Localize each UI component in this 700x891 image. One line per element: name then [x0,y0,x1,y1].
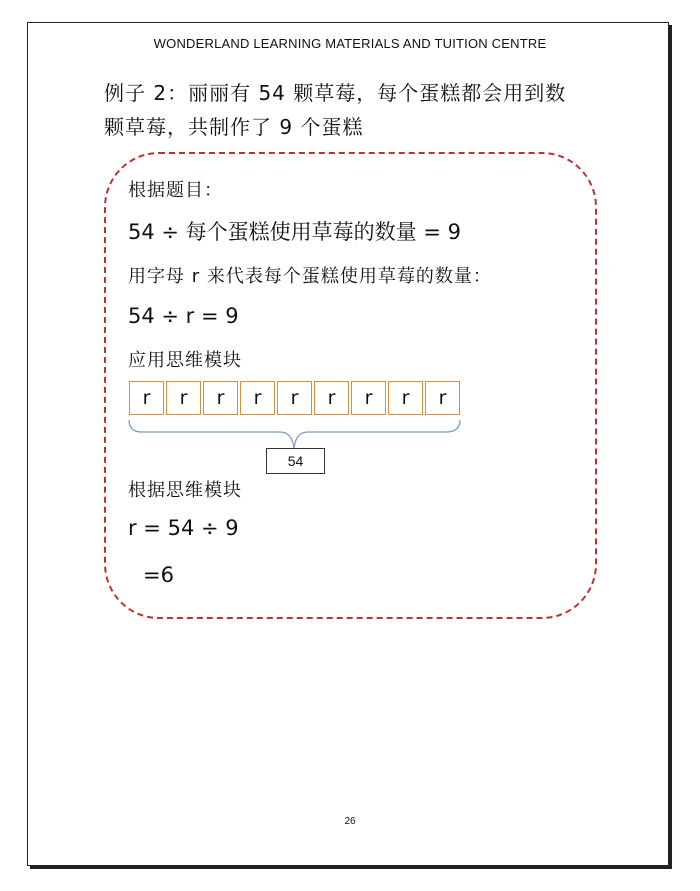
model-total: 54 [266,448,325,474]
given-label: 根据题目： [128,180,223,201]
page-header: WONDERLAND LEARNING MATERIALS AND TUITION CENTRE [153,36,547,51]
model-cell: r [425,381,460,415]
curly-brace [128,418,462,450]
answer: =6 [143,563,174,587]
model-cell: r [166,381,201,415]
model-cell: r [314,381,349,415]
page-number: 26 [344,816,356,827]
problem-statement [104,76,604,144]
model-cell: r [351,381,386,415]
model-cell: r [203,381,238,415]
from-model-label: 根据思维模块 [128,480,242,501]
model-label: 应用思维模块 [128,350,242,371]
equation-3: r = 54 ÷ 9 [128,516,239,540]
equation-2: 54 ÷ r = 9 [128,304,239,328]
bar-model [129,381,462,415]
model-cell: r [240,381,275,415]
model-cell: r [277,381,312,415]
letter-statement: 用字母 r 来代表每个蛋糕使用草莓的数量： [128,266,492,287]
equation-1: 54 ÷ 每个蛋糕使用草莓的数量 = 9 [128,220,461,244]
problem-line-1: 例子 2：丽丽有 54 颗草莓，每个蛋糕都会用到数 [104,81,567,105]
model-cell: r [388,381,423,415]
problem-line-2: 颗草莓，共制作了 9 个蛋糕 [104,115,364,139]
model-cell: r [129,381,164,415]
